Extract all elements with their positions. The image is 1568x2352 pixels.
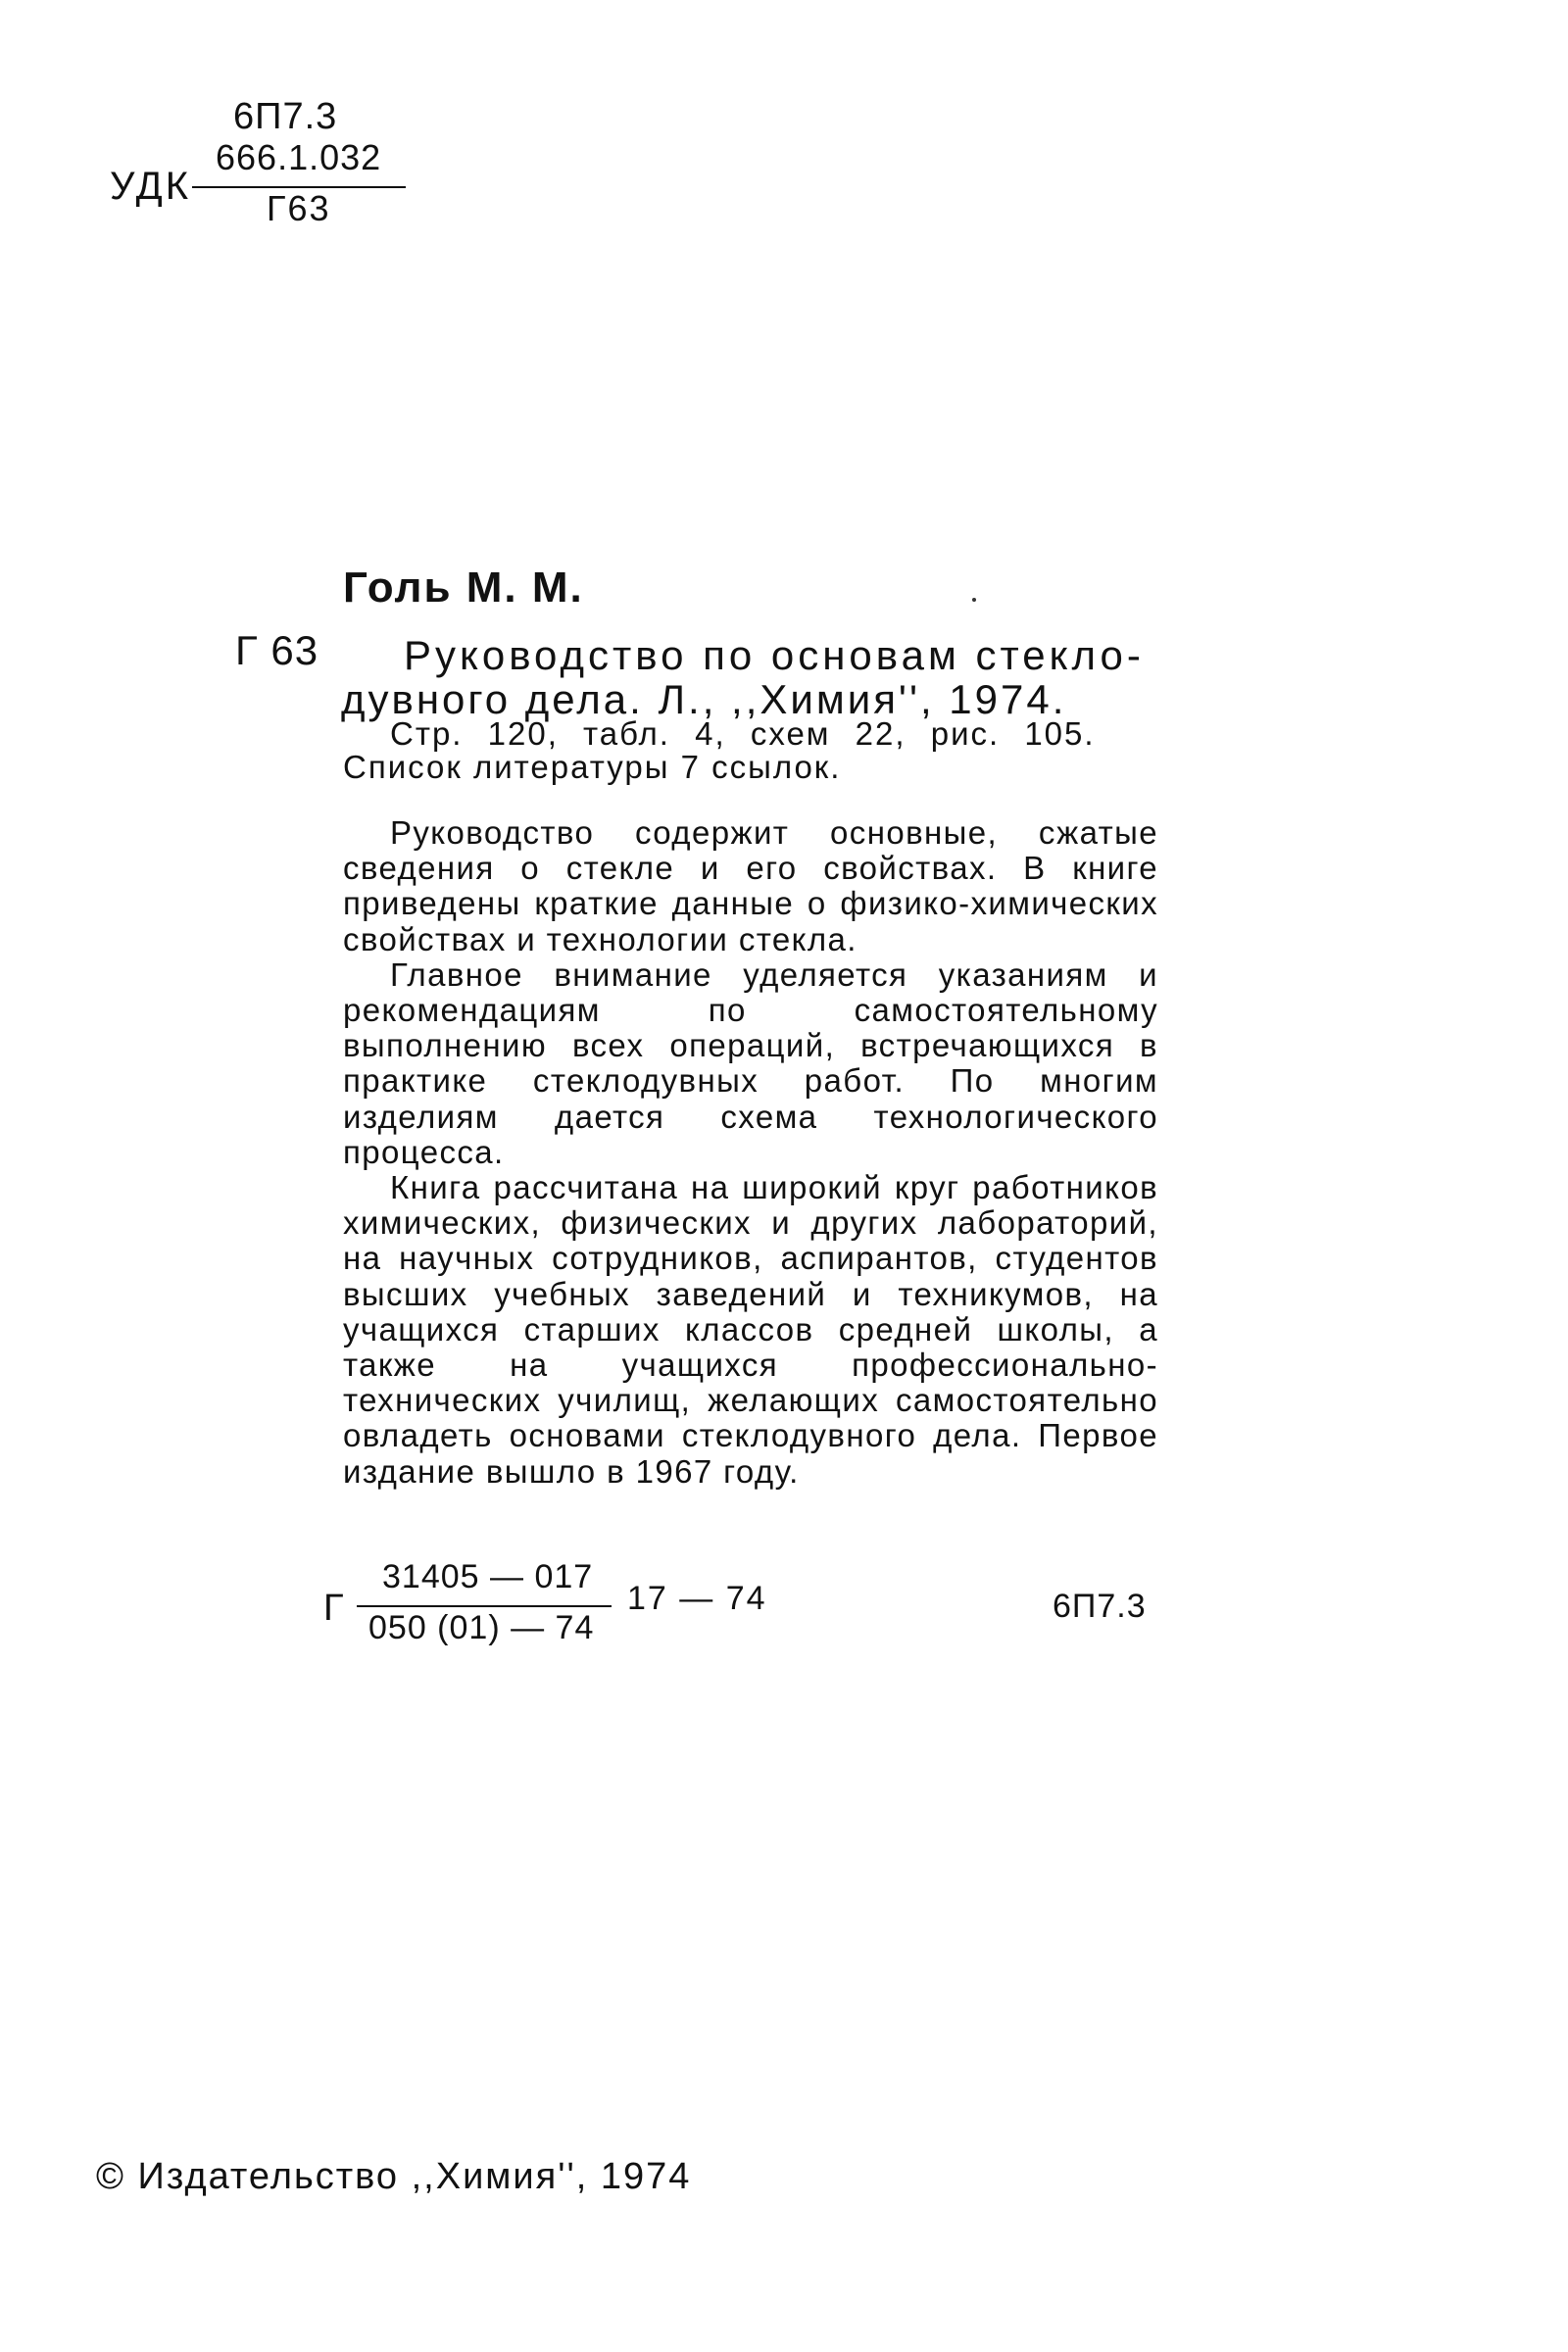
annotation-paragraph: Главное внимание уделяется указаниям и рекомендациям по самостоятельному выполнению всех операций, встречающихся в практике стеклодувных работ. По многим изделиям дается схема технологического процесса. <box>343 956 1158 1170</box>
annotation-paragraph: Руководство содержит основные, сжатые сведения о стекле и его свойствах. В книге приведены краткие данные о физико-химических свойствах и технологии стекла. <box>343 814 1158 957</box>
udk-label: УДК <box>110 165 192 208</box>
udk-class-code: 6П7.3 <box>233 96 338 137</box>
classification-letter: Г <box>323 1588 344 1629</box>
author-name: Голь М. М. <box>343 564 584 612</box>
udk-number: 666.1.032 <box>216 137 382 177</box>
classification-fraction-line <box>357 1605 612 1607</box>
catalog-code: Г 63 <box>235 627 319 673</box>
classification-code: 6П7.3 <box>1053 1588 1147 1625</box>
physical-description: Стр. 120, табл. 4, схем 22, рис. 105. <box>390 715 1096 752</box>
print-speck <box>972 598 976 602</box>
annotation-paragraph: Книга рассчитана на широкий круг работников химических, физических и других лабораторий, на научных сотрудников, аспирантов, студентов высших учебных заведений и техникумов, на учащихся старших классов средней школы, а также на учащихся профессионально-технических училищ, желающих самостоятельно овладеть основами стеклодувного дела. Первое издание вышло в 1967 году. <box>343 1169 1158 1490</box>
book-title-line-2: дувного дела. Л., ,,Химия'', 1974. <box>341 676 1067 722</box>
references-count: Список литературы 7 ссылок. <box>343 749 842 785</box>
classification-denominator: 050 (01) — 74 <box>368 1609 595 1646</box>
udk-author-code: Г63 <box>267 188 331 228</box>
classification-suffix: 17 — 74 <box>627 1580 767 1617</box>
copyright-notice: © Издательство ,,Химия'', 1974 <box>96 2156 692 2197</box>
annotation <box>343 815 1158 1490</box>
book-title-line-1: Руководство по основам стекло- <box>404 632 1145 678</box>
classification-numerator: 31405 — 017 <box>382 1558 594 1595</box>
